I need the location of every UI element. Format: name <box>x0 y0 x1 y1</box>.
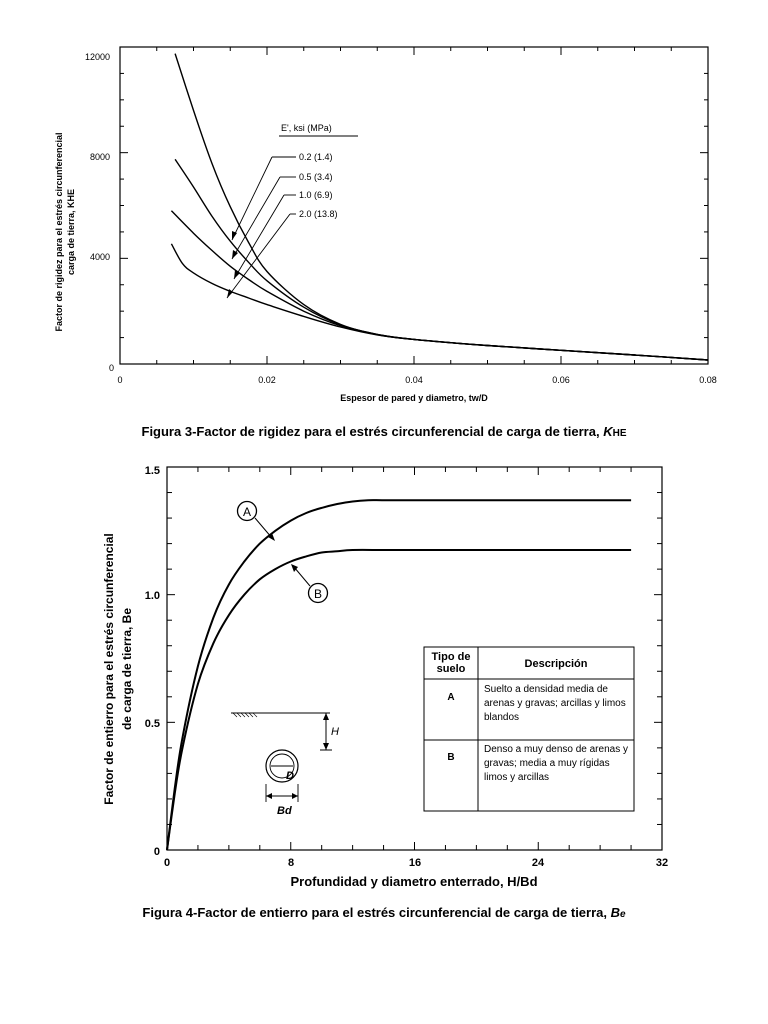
figure3-ylabel-line1: Factor de rigidez para el estrés circunferencial <box>54 132 64 332</box>
figure4-label-leader <box>255 518 272 538</box>
soil-table-description-a: Suelto a densidad media de arenas y gravas; arcillas y limos blandos <box>484 684 626 723</box>
figure3-plot-frame <box>120 47 708 364</box>
figure3-legend-arrowhead <box>232 231 237 240</box>
figure4-label-leader <box>294 567 310 586</box>
figure4-series-label: B <box>313 587 323 601</box>
figure4-ytick-label: 0.5 <box>144 718 160 730</box>
soil-table-type-b: B <box>447 752 455 763</box>
figure3-legend-label: 0.5 (3.4) <box>299 172 333 182</box>
bd-arrowhead <box>266 793 272 799</box>
soil-table-header-type: Tipo de suelo <box>431 651 471 675</box>
ground-hatching <box>233 713 257 717</box>
figure4-caption-text: Figura 4-Factor de entierro para el estrés circunferencial de carga de tierra, <box>142 905 607 920</box>
figure4-chart <box>102 465 668 889</box>
figure3-xlabel: Espesor de pared y diametro, tw/D <box>340 393 488 403</box>
series-line-1-0-6-9 <box>171 211 708 360</box>
pipe-diameter-label: D <box>286 770 294 782</box>
figure3-legend-label: 0.2 (1.4) <box>299 152 333 162</box>
figure4-xtick-label: 16 <box>408 857 422 869</box>
figure3-ticks <box>120 47 708 364</box>
figure3-legend-arrow <box>232 157 272 240</box>
bd-arrowhead <box>292 793 298 799</box>
soil-type-table <box>424 647 634 811</box>
figure4-ytick-label: 1.0 <box>144 590 160 602</box>
figure3-legend-arrow <box>234 195 284 279</box>
figure3-caption <box>0 424 768 439</box>
figure4-xtick-label: 32 <box>655 857 669 869</box>
figure3-chart <box>54 47 717 403</box>
bd-label: Bd <box>277 805 292 817</box>
figure3-legend <box>227 152 338 298</box>
figure4-series-label: A <box>242 505 252 519</box>
figure4-ytick-label: 0 <box>153 846 160 858</box>
depth-arrowhead <box>323 713 329 720</box>
figure4-ylabel-line2: de carga de tierra, Be <box>120 607 134 731</box>
figure4-caption-symbol: B <box>610 905 621 920</box>
figure3-xtick-label: 0.04 <box>405 375 423 385</box>
figure3-caption-subscript: HE <box>612 428 627 439</box>
figure3-ytick-label: 4000 <box>89 252 110 262</box>
figure4-caption <box>0 905 768 920</box>
figure4-series-label-b <box>291 564 328 603</box>
figure3-legend-label: 1.0 (6.9) <box>299 190 333 200</box>
soil-table-header-description: Descripción <box>524 658 588 670</box>
figure3-legend-arrowhead <box>234 270 240 279</box>
series-line-0-2-1-4 <box>175 54 708 360</box>
soil-table-type-a: A <box>447 692 455 703</box>
figure3-legend-arrowhead <box>232 250 238 259</box>
burial-diagram <box>231 713 339 817</box>
depth-label-h: H <box>331 726 339 738</box>
figure4-ytick-label: 1.5 <box>144 465 160 477</box>
figure3-legend-title: E', ksi (MPa) <box>281 123 332 133</box>
series-line-0-5-3-4 <box>175 159 708 360</box>
figure3-xtick-label: 0 <box>117 375 123 385</box>
figure3-xtick-label: 0.08 <box>699 375 717 385</box>
soil-table-desc-b-box <box>484 743 632 811</box>
soil-table-header-type-box <box>424 648 478 679</box>
figure3-legend-label: 2.0 (13.8) <box>299 209 338 219</box>
depth-arrowhead <box>323 743 329 750</box>
figure4-xlabel: Profundidad y diametro enterrado, H/Bd <box>290 874 538 889</box>
figure4-caption-subscript: e <box>620 909 626 920</box>
figure3-xtick-label: 0.06 <box>552 375 570 385</box>
figure3-ylabel-line2: carga de tierra, KHE <box>66 188 76 276</box>
soil-table-description-b: Denso a muy denso de arenas y gravas; media a muy rígidas limos y arcillas <box>484 744 628 783</box>
figure4-xtick-label: 8 <box>287 857 295 869</box>
figure3-xtick-label: 0.02 <box>258 375 276 385</box>
figure4-series-label-a <box>238 502 276 542</box>
figure4-ylabel-line1: Factor de entierro para el estrés circunferencial <box>102 533 116 805</box>
soil-table-desc-a-box <box>484 683 632 739</box>
figure3-ytick-label: 8000 <box>89 152 110 162</box>
figure3-caption-symbol: K <box>603 424 613 439</box>
figure3-ytick-label: 12000 <box>84 52 110 62</box>
series-line-2-0-13-8 <box>171 244 708 360</box>
figure4-xtick-label: 24 <box>531 857 545 869</box>
figure3-caption-text: Figura 3-Factor de rigidez para el estrés circunferencial de carga de tierra, <box>141 424 600 439</box>
figure3-ytick-label: 0 <box>108 363 114 373</box>
figure3-series-lines <box>171 54 708 360</box>
figure4-xtick-label: 0 <box>163 857 171 869</box>
